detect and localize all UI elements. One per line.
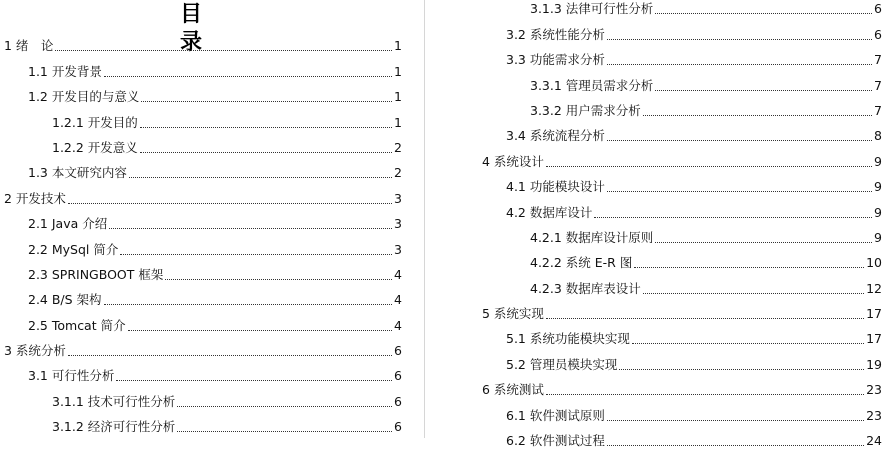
toc-list-left (0, 33, 420, 439)
toc-entry-title: 3.3 功能需求分析 (506, 52, 605, 68)
toc-entry-title: 3 系统分析 (4, 343, 66, 359)
toc-entry[interactable] (0, 211, 420, 236)
toc-page-number: 6 (394, 393, 402, 409)
toc-page-number: 3 (394, 241, 402, 257)
toc-page-number: 23 (866, 382, 882, 398)
dot-leader (104, 304, 392, 305)
toc-entry-title: 3.3.2 用户需求分析 (530, 102, 641, 118)
toc-entry-title: 3.4 系统流程分析 (506, 128, 605, 144)
toc-page-number: 7 (874, 52, 882, 68)
toc-entry[interactable] (428, 123, 888, 148)
dot-leader (177, 431, 392, 432)
toc-entry[interactable] (428, 148, 888, 173)
toc-page-number: 4 (394, 317, 402, 333)
dot-leader (655, 242, 872, 243)
dot-leader (140, 152, 392, 153)
dot-leader (177, 406, 392, 407)
toc-entry-title: 2.1 Java 介绍 (28, 216, 108, 232)
dot-leader (632, 343, 864, 344)
toc-page-number: 2 (394, 165, 402, 181)
dot-leader (546, 394, 864, 395)
dot-leader (109, 228, 392, 229)
toc-page-number: 17 (866, 306, 882, 322)
dot-leader (607, 39, 872, 40)
toc-page-number: 24 (866, 433, 882, 449)
toc-page-number: 7 (874, 77, 882, 93)
toc-entry-title: 3.1 可行性分析 (28, 368, 115, 384)
toc-page-number: 9 (874, 204, 882, 220)
toc-entry[interactable] (428, 199, 888, 224)
toc-page-number: 2 (394, 139, 402, 155)
toc-entry-title: 6 系统测试 (482, 382, 544, 398)
toc-entry[interactable] (0, 388, 420, 413)
dot-leader (634, 267, 864, 268)
toc-page-number: 1 (394, 114, 402, 130)
toc-page-number: 6 (394, 343, 402, 359)
toc-entry-title: 6.2 软件测试过程 (506, 433, 605, 449)
toc-entry-title: 2.4 B/S 架构 (28, 292, 102, 308)
toc-entry-title: 5 系统实现 (482, 306, 544, 322)
toc-entry[interactable] (0, 160, 420, 185)
dot-leader (129, 177, 392, 178)
dot-leader (643, 115, 872, 116)
toc-entry[interactable] (428, 250, 888, 275)
dot-leader (140, 127, 392, 128)
toc-page-number: 4 (394, 292, 402, 308)
dot-leader (68, 203, 392, 204)
toc-entry-title: 1.2 开发目的与意义 (28, 89, 140, 105)
toc-entry[interactable] (428, 275, 888, 300)
toc-entry[interactable] (0, 58, 420, 83)
dot-leader (619, 369, 864, 370)
toc-entry[interactable] (0, 338, 420, 363)
toc-entry-title: 5.2 管理员模块实现 (506, 356, 618, 372)
toc-entry[interactable] (428, 174, 888, 199)
toc-entry[interactable] (428, 326, 888, 351)
dot-leader (607, 64, 872, 65)
toc-entry-title: 2.3 SPRINGBOOT 框架 (28, 266, 164, 282)
dot-leader (141, 101, 392, 102)
toc-entry-title: 1 绪 论 (4, 38, 54, 54)
toc-entry-title: 3.2 系统性能分析 (506, 26, 605, 42)
toc-entry[interactable] (428, 402, 888, 427)
toc-page-number: 9 (874, 179, 882, 195)
dot-leader (546, 166, 872, 167)
toc-entry[interactable] (0, 84, 420, 109)
toc-entry-title: 4.2.3 数据库表设计 (530, 280, 641, 296)
toc-entry-title: 2.5 Tomcat 简介 (28, 317, 126, 333)
dot-leader (68, 355, 392, 356)
toc-entry[interactable] (0, 287, 420, 312)
toc-entry-title: 3.3.1 管理员需求分析 (530, 77, 654, 93)
toc-entry[interactable] (0, 185, 420, 210)
toc-entry[interactable] (428, 47, 888, 72)
dot-leader (594, 217, 872, 218)
dot-leader (116, 380, 392, 381)
page-divider (424, 0, 425, 438)
toc-entry-title: 4.1 功能模块设计 (506, 179, 605, 195)
toc-entry-title: 3.1.3 法律可行性分析 (530, 1, 654, 17)
toc-entry[interactable] (0, 33, 420, 58)
toc-entry[interactable] (428, 351, 888, 376)
toc-entry-title: 6.1 软件测试原则 (506, 407, 605, 423)
toc-entry[interactable] (428, 0, 888, 21)
dot-leader (607, 140, 872, 141)
toc-list-right (428, 0, 888, 453)
toc-page-number: 3 (394, 190, 402, 206)
toc-entry-title: 4.2.2 系统 E-R 图 (530, 255, 633, 271)
dot-leader (655, 90, 872, 91)
toc-entry[interactable] (0, 109, 420, 134)
toc-entry-title: 2 开发技术 (4, 190, 66, 206)
toc-entry[interactable] (428, 377, 888, 402)
toc-page-number: 9 (874, 153, 882, 169)
dot-leader (120, 254, 392, 255)
toc-entry[interactable] (0, 135, 420, 160)
toc-page-number: 1 (394, 38, 402, 54)
toc-entry[interactable] (0, 312, 420, 337)
toc-entry-title: 3.1.1 技术可行性分析 (52, 393, 176, 409)
toc-entry[interactable] (0, 262, 420, 287)
toc-entry-title: 4 系统设计 (482, 153, 544, 169)
toc-entry[interactable] (428, 301, 888, 326)
toc-entry[interactable] (0, 414, 420, 439)
dot-leader (546, 318, 864, 319)
toc-page-number: 7 (874, 102, 882, 118)
toc-page-number: 9 (874, 229, 882, 245)
toc-page-number: 17 (866, 331, 882, 347)
toc-page-number: 6 (874, 1, 882, 17)
dot-leader (607, 420, 864, 421)
dot-leader (55, 50, 392, 51)
toc-entry-title: 3.1.2 经济可行性分析 (52, 419, 176, 435)
toc-entry[interactable] (428, 98, 888, 123)
toc-page-number: 12 (866, 280, 882, 296)
toc-page-number: 6 (874, 26, 882, 42)
dot-leader (655, 13, 872, 14)
toc-page-right (428, 0, 888, 449)
toc-entry-title: 1.2.1 开发目的 (52, 114, 138, 130)
toc-entry-title: 1.2.2 开发意义 (52, 139, 138, 155)
toc-page-number: 3 (394, 216, 402, 232)
toc-entry[interactable] (0, 363, 420, 388)
toc-page-number: 19 (866, 356, 882, 372)
toc-entry-title: 1.3 本文研究内容 (28, 165, 127, 181)
toc-entry-title: 2.2 MySql 简介 (28, 241, 119, 257)
toc-page-number: 8 (874, 128, 882, 144)
toc-page-number: 4 (394, 266, 402, 282)
dot-leader (643, 293, 864, 294)
toc-entry-title: 4.2 数据库设计 (506, 204, 593, 220)
toc-entry-title: 4.2.1 数据库设计原则 (530, 229, 654, 245)
dot-leader (104, 76, 392, 77)
dot-leader (165, 279, 392, 280)
dot-leader (128, 330, 392, 331)
toc-entry-title: 1.1 开发背景 (28, 63, 102, 79)
toc-entry[interactable] (428, 72, 888, 97)
toc-entry[interactable] (428, 225, 888, 250)
toc-entry[interactable] (428, 428, 888, 453)
toc-entry-title: 5.1 系统功能模块实现 (506, 331, 630, 347)
dot-leader (607, 191, 872, 192)
toc-page-number: 10 (866, 255, 882, 271)
toc-entry[interactable] (428, 21, 888, 46)
toc-entry[interactable] (0, 236, 420, 261)
page-title: 目 录 (179, 1, 331, 55)
toc-page-number: 6 (394, 368, 402, 384)
toc-page-number: 23 (866, 407, 882, 423)
dot-leader (607, 445, 864, 446)
toc-page-number: 1 (394, 63, 402, 79)
toc-page-left (0, 0, 420, 438)
toc-page-number: 1 (394, 89, 402, 105)
toc-page-number: 6 (394, 419, 402, 435)
